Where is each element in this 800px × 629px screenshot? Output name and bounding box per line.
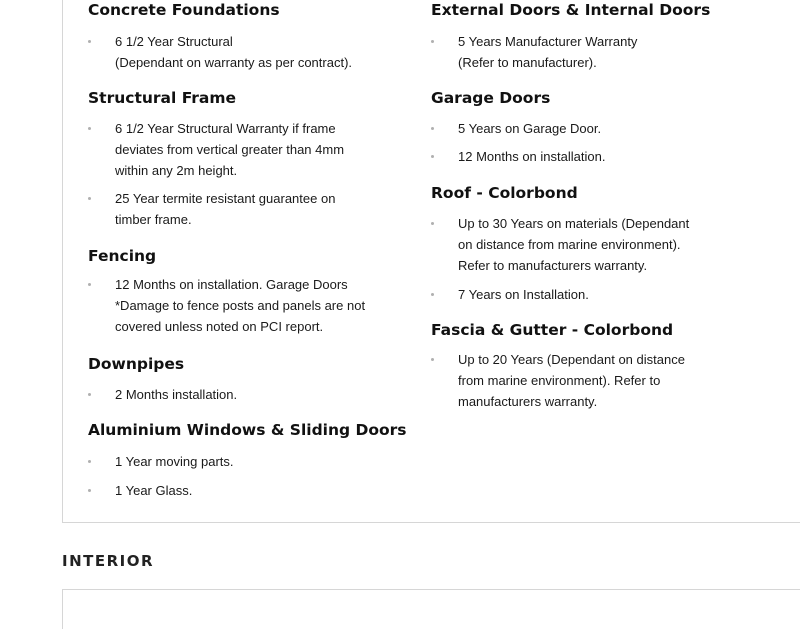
bullet-icon — [88, 127, 91, 130]
warranty-block-fencing — [88, 246, 418, 334]
item-text: 12 Months on installation. — [458, 149, 606, 164]
list-item — [88, 118, 388, 181]
list-item — [431, 213, 731, 276]
list-item — [431, 118, 731, 139]
item-text: 2 Months installation. — [115, 387, 238, 402]
list-item — [431, 349, 731, 412]
warranty-block-structural-frame — [88, 88, 418, 227]
list-item — [431, 31, 731, 73]
item-text: Up to 20 Years (Dependant on distance from marine environment). Refer to manufacturers warranty. — [458, 352, 685, 409]
item-text: Up to 30 Years on materials (Dependant on distance from marine environment). Refer to manufacturers warranty. — [458, 216, 690, 273]
bullet-icon — [88, 283, 91, 286]
list-item — [88, 384, 388, 405]
bullet-icon — [431, 155, 434, 158]
bullet-icon — [88, 197, 91, 200]
item-text: 12 Months on installation. Garage Doors *Damage to fence posts and panels are not covered unless noted on PCI report. — [115, 277, 366, 334]
block-heading: Downpipes — [88, 355, 185, 373]
list-item — [431, 146, 731, 167]
block-heading: Roof - Colorbond — [431, 184, 578, 202]
warranty-block-downpipes — [88, 354, 418, 402]
bullet-icon — [88, 40, 91, 43]
list-item — [88, 188, 388, 230]
bullet-icon — [431, 40, 434, 43]
list-item — [431, 284, 731, 305]
block-heading: Garage Doors — [431, 89, 551, 107]
list-item — [88, 31, 388, 73]
item-text: 7 Years on Installation. — [458, 287, 589, 302]
block-heading: External Doors & Internal Doors — [431, 1, 711, 19]
item-text: 1 Year moving parts. — [115, 454, 234, 469]
bullet-icon — [431, 127, 434, 130]
interior-panel — [62, 589, 800, 629]
block-heading: Structural Frame — [88, 89, 237, 107]
bullet-icon — [88, 460, 91, 463]
item-text: 6 1/2 Year Structural Warranty if frame deviates from vertical greater than 4mm within any 2m height. — [115, 121, 345, 178]
list-item — [88, 451, 388, 472]
warranty-block-external-internal-doors — [431, 0, 761, 70]
section-title-interior: INTERIOR — [62, 552, 155, 570]
block-heading: Fencing — [88, 247, 157, 265]
item-text: 1 Year Glass. — [115, 483, 193, 498]
list-item — [88, 274, 388, 337]
item-text: 5 Years Manufacturer Warranty (Refer to manufacturer). — [458, 34, 638, 70]
block-heading: Concrete Foundations — [88, 1, 280, 19]
bullet-icon — [431, 222, 434, 225]
item-text: 5 Years on Garage Door. — [458, 121, 602, 136]
bullet-icon — [431, 358, 434, 361]
warranty-block-garage-doors — [431, 88, 761, 164]
item-text: 6 1/2 Year Structural (Dependant on warranty as per contract). — [115, 34, 353, 70]
warranty-block-fascia-gutter — [431, 320, 761, 409]
item-text: 25 Year termite resistant guarantee on timber frame. — [115, 191, 336, 227]
block-heading: Fascia & Gutter - Colorbond — [431, 321, 674, 339]
list-item — [88, 480, 388, 501]
warranty-block-aluminium-windows — [88, 420, 418, 498]
bullet-icon — [431, 293, 434, 296]
warranty-block-roof-colorbond — [431, 183, 761, 302]
block-heading: Aluminium Windows & Sliding Doors — [88, 421, 407, 439]
warranty-block-concrete-foundations — [88, 0, 418, 70]
bullet-icon — [88, 393, 91, 396]
bullet-icon — [88, 489, 91, 492]
